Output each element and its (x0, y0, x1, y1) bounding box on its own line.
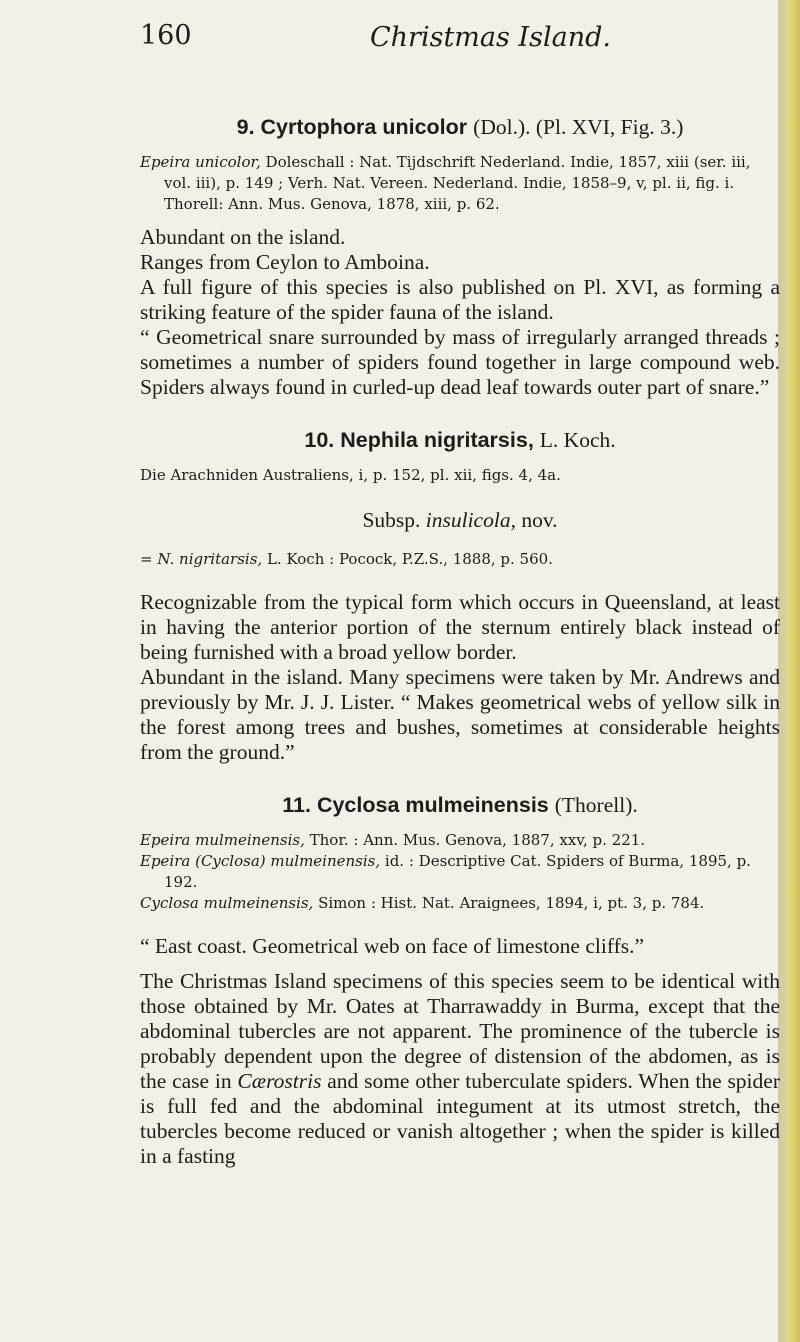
subspecies-name: insulicola, (425, 508, 516, 532)
subspecies-suffix: nov. (521, 508, 558, 532)
reference-11-3-name: Cyclosa mulmeinensis, (140, 894, 314, 912)
synonym-name: N. nigritarsis, (157, 550, 263, 568)
quote-11: “ East coast. Geometrical web on face of limestone cliffs.” (140, 934, 645, 958)
paragraph-9-4: “ Geometrical snare surrounded by mass of irregularly arranged threads ; sometimes a number of spiders found together in large compound web. Spiders always found in curled-up dead leaf towards outer part of snare.” (140, 325, 780, 399)
running-title: Christmas Island. (370, 22, 611, 53)
species-heading-11-name: 11. Cyclosa mulmeinensis (282, 793, 549, 817)
reference-11-1-name: Epeira mulmeinensis, (140, 831, 305, 849)
paragraph-10-2: Abundant in the island. Many specimens were taken by Mr. Andrews and previously by Mr. J. J. Lister. “ Makes geometrical webs of yellow silk in the forest among trees and bushes, sometimes at considerable heights from the ground.” (140, 665, 780, 764)
reference-11-3 (140, 893, 780, 914)
species-heading-11 (140, 793, 780, 818)
synonym-text: L. Koch : Pocock, P.Z.S., 1888, p. 560. (262, 550, 553, 568)
paragraph-10-1: Recognizable from the typical form which occurs in Queensland, at least in having the anterior portion of the sternum entirely black instead of being furnished with a broad yellow border. (140, 590, 780, 664)
paragraph-11-1-a: The Christmas Island specimens of this species seem to be identical with those obtained by Mr. Oates at Tharrawaddy in Burma, except that the abdominal tubercles are not apparent. The prominence of the tubercle is probably dependent upon the degree of distension of the abdomen, as is the case in (140, 969, 780, 1093)
page-edge-strip (778, 0, 800, 1342)
page-body (140, 115, 780, 1169)
subspecies-label: Subsp. (362, 508, 421, 532)
paragraph-9-2: Ranges from Ceylon to Amboina. (140, 250, 430, 274)
reference-11-2-text: id. : Descriptive Cat. Spiders of Burma, 1895, p. 192. (164, 852, 751, 891)
reference-11-1 (140, 830, 780, 851)
species-heading-9-name: 9. Cyrtophora unicolor (236, 115, 468, 139)
page-header (140, 20, 760, 60)
paragraph-11-1 (140, 969, 780, 1169)
reference-11-2-name: Epeira (Cyclosa) mulmeinensis, (140, 852, 381, 870)
reference-11-3-text: Simon : Hist. Nat. Araignees, 1894, i, pt. 3, p. 784. (313, 894, 705, 912)
species-heading-9-author: (Dol.). (Pl. XVI, Fig. 3.) (473, 115, 684, 139)
synonym-reference (140, 549, 780, 570)
reference-10-1: Die Arachniden Australiens, i, p. 152, pl. xii, figs. 4, 4a. (140, 466, 561, 484)
reference-9-1-text: Doleschall : Nat. Tijdschrift Nederland. Indie, 1857, xiii (ser. iii, vol. iii), p. 149 ; Verh. Nat. Vereen. Nederland. Indie, 1858–9, v, pl. ii, fig. i. Thorell: Ann. Mus. Genova, 1878, xiii, p. 62. (164, 153, 751, 213)
species-heading-10 (140, 428, 780, 453)
reference-11-2 (140, 851, 780, 893)
synonym-prefix: = (140, 550, 158, 568)
paragraph-11-1-b: and some other tuberculate spiders. When the spider is full fed and the abdominal integument at its utmost stretch, the tubercles become reduced or vanish altogether ; when the spider is killed in a fasting (140, 1069, 780, 1168)
reference-9-1 (140, 152, 780, 215)
reference-11-1-text: Thor. : Ann. Mus. Genova, 1887, xxv, p. 221. (304, 831, 646, 849)
paragraph-9-3: A full figure of this species is also published on Pl. XVI, as forming a striking feature of the spider fauna of the island. (140, 275, 780, 324)
species-heading-11-author: (Thorell). (554, 793, 638, 817)
paragraph-9-1: Abundant on the island. (140, 225, 346, 249)
paragraph-11-1-italic: Cærostris (237, 1069, 322, 1093)
species-heading-10-author: L. Koch. (539, 428, 616, 452)
species-heading-9 (140, 115, 780, 140)
species-heading-10-name: 10. Nephila nigritarsis, (304, 428, 534, 452)
subspecies-heading (140, 508, 780, 533)
reference-9-1-name: Epeira unicolor, (140, 153, 261, 171)
page-number: 160 (140, 20, 192, 51)
